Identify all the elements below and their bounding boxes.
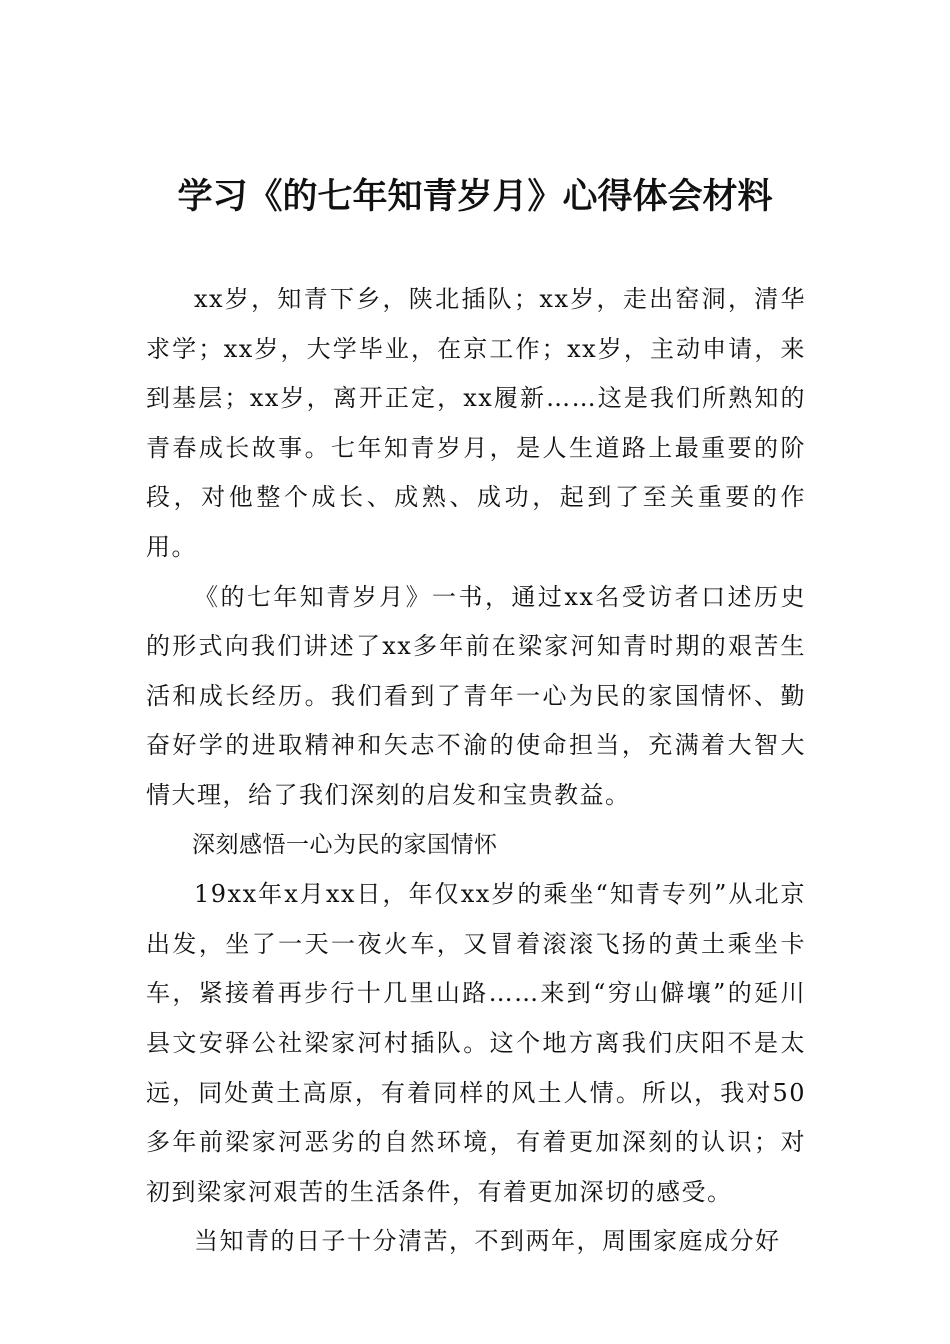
paragraph-journey: 19xx年x月xx日，年仅xx岁的乘坐“知青专列”从北京出发，坐了一天一夜火车，又冒着滚滚飞扬的黄土乘坐卡车，紧接着再步行十几里山路……来到“穷山僻壤”的延川县文安驿公社梁家河村插队。这个地方离我们庆阳不是太远，同处黄土高原，有着同样的风土人情。所以，我对50多年前梁家河恶劣的自然环境，有着更加深刻的认识；对初到梁家河艰苦的生活条件，有着更加深切的感受。 [146,880,806,1206]
section-heading: 深刻感悟一心为民的家国情怀 [192,831,498,858]
document-title: 学习《的七年知青岁月》心得体会材料 [177,177,773,217]
document-body [146,275,806,1267]
paragraph-hardship: 当知青的日子十分清苦，不到两年，周围家庭成分好 [194,1227,781,1256]
paragraph-book: 《的七年知青岁月》一书，通过xx名受访者口述历史的形式向我们讲述了xx多年前在梁家河知青时期的艰苦生活和成长经历。我们看到了青年一心为民的家国情怀、勤奋好学的进取精神和矢志不渝的使命担当，充满着大智大情大理，给了我们深刻的启发和宝贵教益。 [146,582,806,809]
paragraph-intro: xx岁，知青下乡，陕北插队；xx岁，走出窑洞，清华求学；xx岁，大学毕业，在京工作；xx岁，主动申请，来到基层；xx岁，离开正定，xx履新……这是我们所熟知的青春成长故事。七年知青岁月，是人生道路上最重要的阶段，对他整个成长、成熟、成功，起到了至关重要的作用。 [146,285,806,561]
